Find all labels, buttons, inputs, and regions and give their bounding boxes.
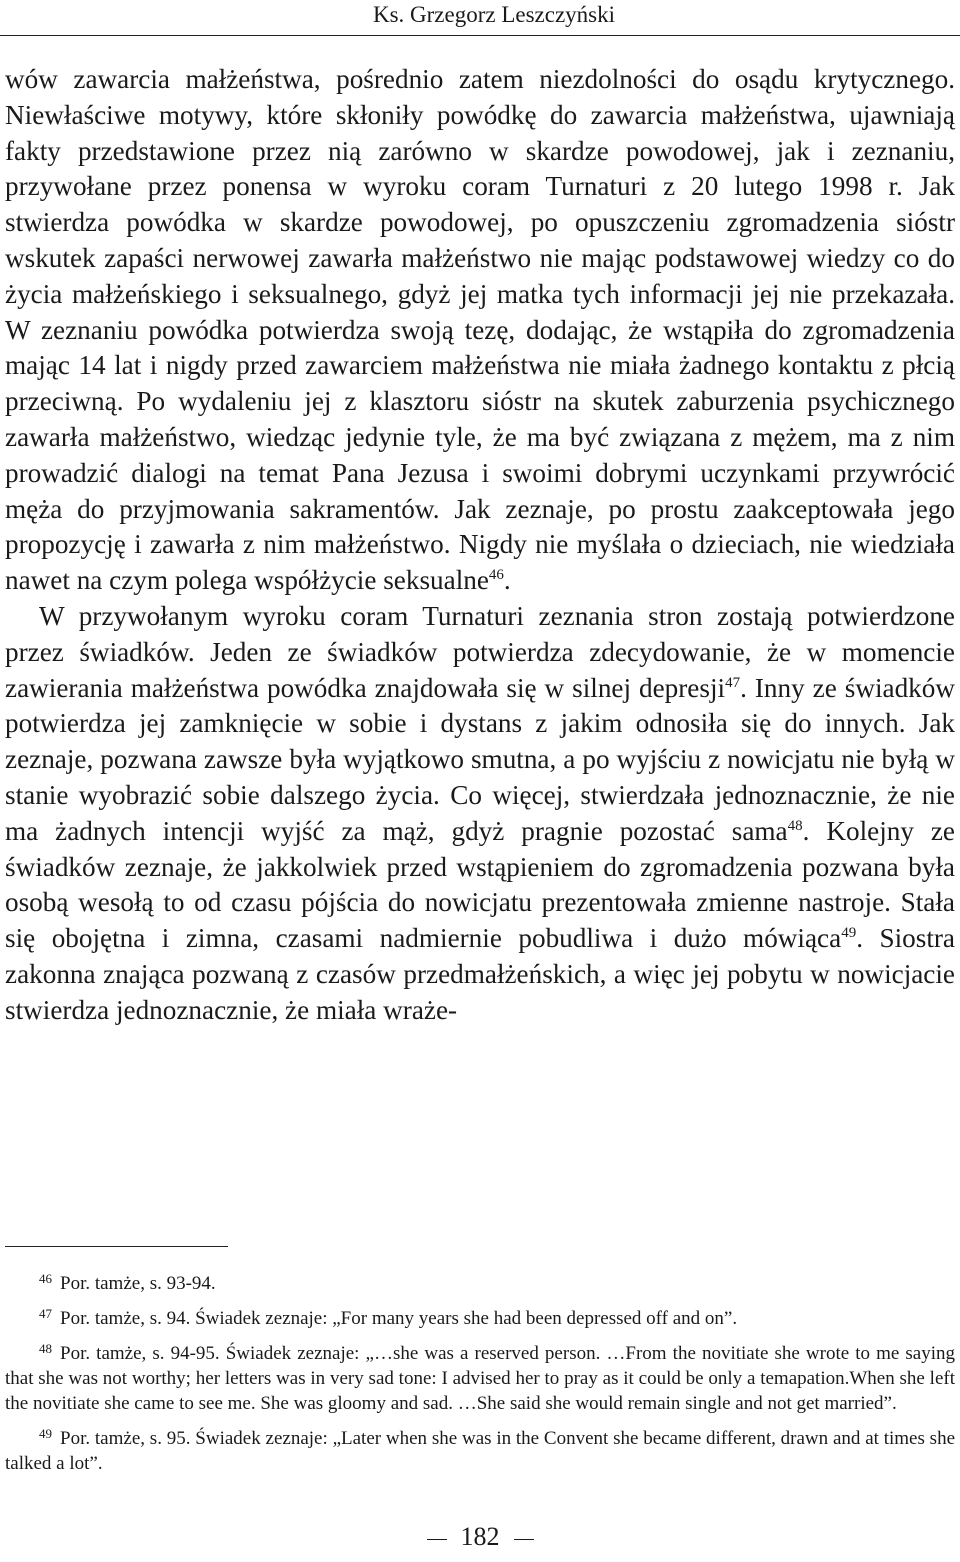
footnote-ref-47[interactable]: 47: [725, 674, 741, 691]
footnote-rule: [5, 1246, 228, 1247]
paragraph-2-text-a: W przywołanym wyroku coram Turnaturi zeznania stron zostają potwierdzone przez świadków. Jeden ze świadków potwierdza zdecydowanie, że w momencie zawierania małżeństwa powódka znajdowała się w silnej depresji: [5, 600, 955, 703]
footnote-ref-48[interactable]: 48: [787, 817, 803, 834]
footnote-text: Por. tamże, s. 93-94.: [60, 1273, 216, 1294]
footnote-49: [5, 1421, 955, 1476]
page-number-dash-left: [427, 1539, 447, 1540]
footnote-number: 46: [39, 1271, 52, 1286]
footnote-ref-49[interactable]: 49: [841, 925, 857, 942]
footnote-text: Por. tamże, s. 94. Świadek zeznaje: „For many years she had been depressed off and on”.: [60, 1308, 738, 1329]
paragraph-1-text: wów zawarcia małżeństwa, pośrednio zatem niezdolności do osądu krytycznego. Niewłaściwe motywy, które skłoniły powódkę do zawarcia małżeństwa, ujawniają fakty przedstawione przez nią zarówno w skardze powodowej, jak i zeznaniu, przywołane przez ponensa w wyroku coram Turnaturi z 20 lutego 1998 r. Jak stwierdza powódka w skardze powodowej, po opuszczeniu zgromadzenia sióstr wskutek zapaści nerwowej zawarła małżeństwo nie mając podstawowej wiedzy co do życia małżeńskiego i seksualnego, gdyż jej matka tych informacji jej nie przekazała. W zeznaniu powódka potwierdza swoją tezę, dodając, że wstąpiła do zgromadzenia mając 14 lat i nigdy przed zawarciem małżeństwa nie miała żadnego kontaktu z płcią przeciwną. Po wydaleniu jej z klasztoru sióstr na skutek zaburzenia psychicznego zawarła małżeństwo, wiedząc jedynie tyle, że ma być związana z mężem, ma z nim prowadzić dialogi na temat Pana Jezusa i swoimi dobrymi uczynkami przywrócić męża do przyjmowania sakramentów. Jak zeznaje, po prostu zaakceptowała jego propozycję i zawarła z nim małżeństwo. Nigdy nie myślała o dzieciach, nie wiedziała nawet na czym polega współżycie seksualne: [5, 64, 955, 596]
paragraph-2-text-c: . Kolejny ze świadków zeznaje, że jakkolwiek przed wstąpieniem do zgromadzenia pozwana była osobą wesołą to od czasu pójścia do nowicjatu prezentowała zmienne nastroje. Stała się obojętna i zimna, czasami nadmiernie pobudliwa i dużo mówiąca: [5, 815, 955, 954]
footnote-number: 47: [39, 1306, 52, 1321]
footnote-number: 48: [39, 1341, 52, 1356]
paragraph-2: [5, 599, 955, 1029]
paragraph-2-text-d: . Siostra zakonna znająca pozwaną z czasów przedmałżeńskich, a więc jej pobytu w nowicjacie stwierdza jednoznacznie, że miała wraże-: [5, 923, 955, 1025]
footnote-number: 49: [39, 1426, 52, 1441]
footnote-text: Por. tamże, s. 95. Świadek zeznaje: „Later when she was in the Convent she became different, drawn and at times she talked a lot”.: [5, 1428, 955, 1474]
footnote-46: [5, 1266, 955, 1296]
page-number-dash-right: [514, 1539, 534, 1540]
footnotes: [5, 1266, 955, 1481]
footnote-ref-46[interactable]: 46: [488, 567, 504, 584]
footnote-text: Por. tamże, s. 94-95. Świadek zeznaje: „…she was a reserved person. …From the novitiate she wrote to me saying that she was not worthy; her letters was in very sad tone: I advised her to pray as it could be only a temapation.When she left the novitiate she came to see me. She was gloomy and sad. …She said she would remain single and not get married”.: [5, 1343, 955, 1414]
paragraph-1: [5, 62, 955, 599]
header-rule: [0, 35, 960, 36]
running-header: Ks. Grzegorz Leszczyński: [372, 2, 615, 27]
paragraph-2-text-b: . Inny ze świadków potwierdza jej zamknięcie w sobie i dystans z jakim odnosiła się do innych. Jak zeznaje, pozwana zawsze była wyjątkowo smutna, a po wyjściu z nowicjatu nie byłą w stanie wyobrazić sobie dalszego życia. Co więcej, stwierdzała jednoznacznie, że nie ma żadnych intencji wyjść za mąż, gdyż pragnie pozostać sama: [5, 672, 955, 846]
footnote-48: [5, 1336, 955, 1416]
footnote-47: [5, 1301, 955, 1331]
page-number-value: 182: [460, 1522, 500, 1551]
main-text: [5, 62, 955, 1029]
page-number: [0, 1522, 960, 1552]
paragraph-1-end: .: [503, 565, 511, 596]
